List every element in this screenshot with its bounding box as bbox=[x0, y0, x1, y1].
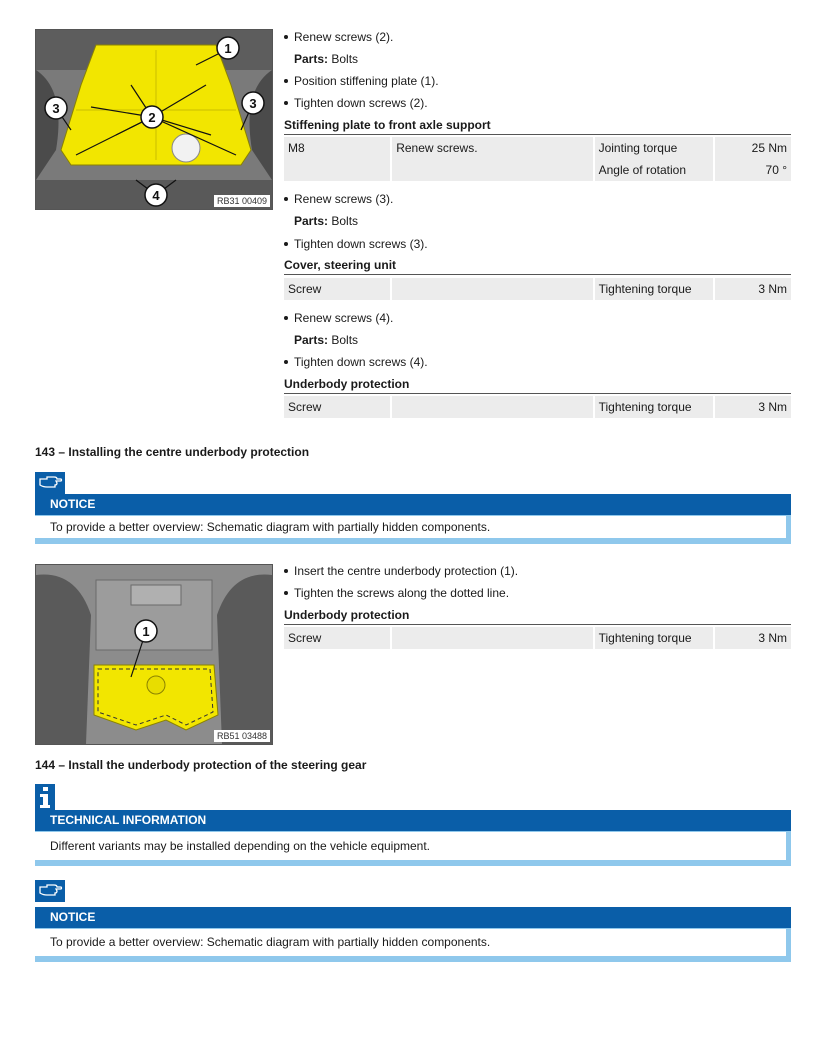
centre-underbody-illustration bbox=[36, 565, 272, 744]
parts-line: Parts: Bolts bbox=[294, 214, 359, 228]
callout-3-right-label: 3 bbox=[249, 96, 257, 111]
info-icon bbox=[35, 784, 791, 810]
parts-line: Parts: Bolts bbox=[294, 52, 359, 66]
callout-1-label: 1 bbox=[142, 624, 150, 639]
spec-table bbox=[284, 278, 791, 300]
step-143-heading: 143 – Installing the centre underbody protection bbox=[35, 445, 310, 459]
callout-3-left-label: 3 bbox=[52, 101, 60, 116]
step-144-heading: 144 – Install the underbody protection of the steering gear bbox=[35, 758, 367, 772]
block2-bullets bbox=[284, 188, 428, 255]
block4-bullets bbox=[284, 560, 518, 604]
info-text: Different variants may be installed depending on the vehicle equipment. bbox=[35, 831, 791, 861]
technical-info-box bbox=[35, 784, 791, 866]
spec-title: Stiffening plate to front axle support bbox=[284, 116, 791, 135]
list-item: Tighten the screws along the dotted line. bbox=[284, 582, 518, 604]
block3-bullets bbox=[284, 307, 428, 373]
pointing-hand-icon bbox=[35, 472, 791, 494]
spec-title: Underbody protection bbox=[284, 606, 791, 625]
spec-table bbox=[284, 396, 791, 418]
table-row: Angle of rotation 70 ° bbox=[284, 159, 791, 181]
spec-table bbox=[284, 137, 791, 181]
notice-bottom-rule bbox=[35, 539, 791, 544]
figure-centre-underbody bbox=[35, 564, 273, 745]
figure-code: RB51 03488 bbox=[214, 730, 270, 742]
figure-code: RB31 00409 bbox=[214, 195, 270, 207]
callout-1-label: 1 bbox=[224, 41, 232, 56]
table-row: Screw Tightening torque 3 Nm bbox=[284, 278, 791, 300]
notice-label: NOTICE bbox=[35, 907, 791, 928]
pointing-hand-icon bbox=[35, 880, 791, 907]
list-item: Renew screws (4). bbox=[284, 307, 428, 329]
parts-line: Parts: Bolts bbox=[294, 333, 359, 347]
notice-box-144 bbox=[35, 880, 791, 962]
list-item: Tighten down screws (4). bbox=[284, 351, 428, 373]
callout-4-label: 4 bbox=[152, 188, 160, 203]
notice-label: NOTICE bbox=[35, 494, 791, 515]
figure-stiffening-plate bbox=[35, 29, 273, 210]
list-item: Renew screws (2). bbox=[284, 26, 439, 48]
stiffening-plate-illustration bbox=[36, 30, 272, 209]
notice-box-143 bbox=[35, 472, 791, 544]
notice-text: To provide a better overview: Schematic diagram with partially hidden components. bbox=[35, 928, 791, 957]
list-item: Tighten down screws (3). bbox=[284, 233, 428, 255]
list-item: Position stiffening plate (1). bbox=[284, 70, 439, 92]
list-item: Tighten down screws (2). bbox=[284, 92, 439, 114]
notice-bottom-rule bbox=[35, 957, 791, 962]
notice-text: To provide a better overview: Schematic diagram with partially hidden components. bbox=[35, 515, 791, 539]
spec-title: Underbody protection bbox=[284, 375, 791, 394]
info-bottom-rule bbox=[35, 861, 791, 866]
spec-table bbox=[284, 627, 791, 649]
callout-2-label: 2 bbox=[148, 110, 156, 125]
info-label: TECHNICAL INFORMATION bbox=[35, 810, 791, 831]
table-row: M8 Renew screws. Jointing torque 25 Nm bbox=[284, 137, 791, 159]
spec-title: Cover, steering unit bbox=[284, 256, 791, 275]
table-row: Screw Tightening torque 3 Nm bbox=[284, 396, 791, 418]
list-item: Insert the centre underbody protection (1). bbox=[284, 560, 518, 582]
list-item: Renew screws (3). bbox=[284, 188, 428, 210]
block1-bullets bbox=[284, 26, 439, 114]
table-row: Screw Tightening torque 3 Nm bbox=[284, 627, 791, 649]
